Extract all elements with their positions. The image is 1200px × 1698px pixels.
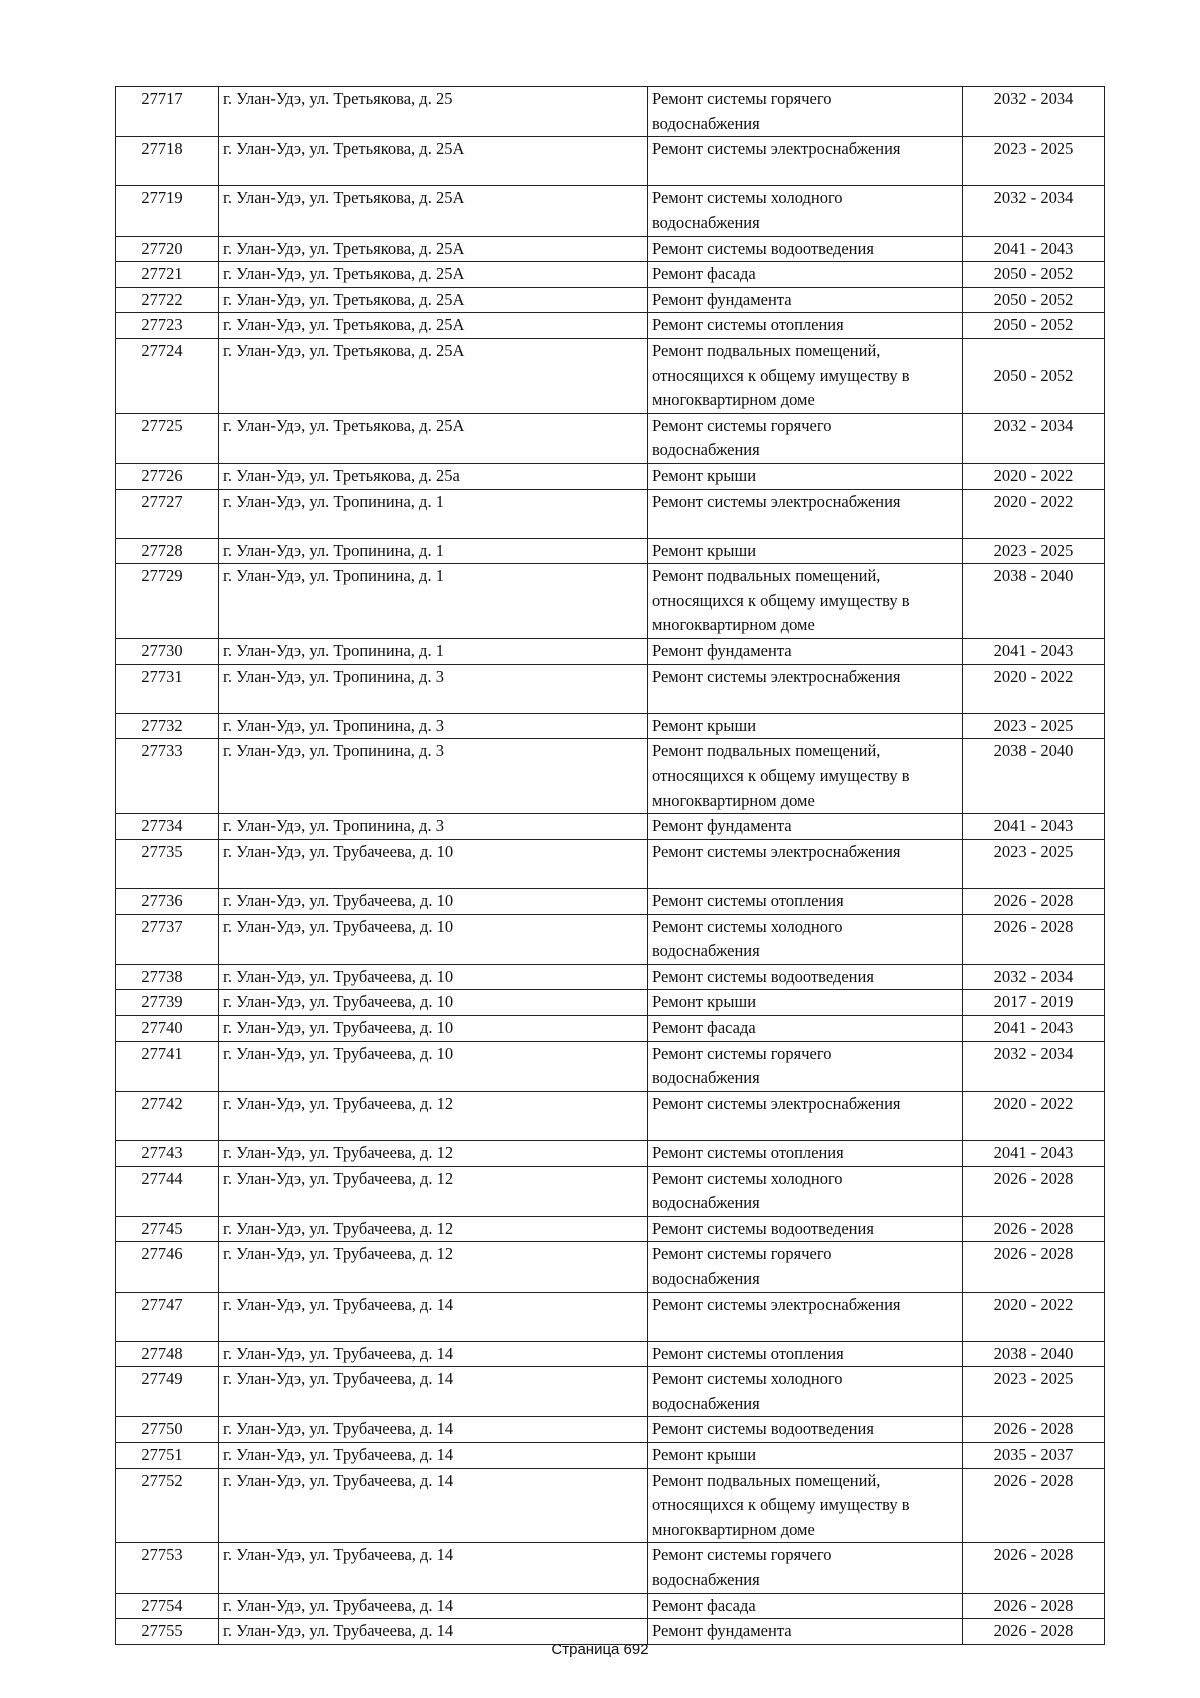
- cell-number: 27722: [116, 287, 219, 313]
- cell-number: 27735: [116, 839, 219, 888]
- cell-period: 2050 - 2052: [963, 262, 1105, 288]
- work-type-line: Ремонт фасада: [652, 1595, 756, 1615]
- cell-address: г. Улан-Удэ, ул. Третьякова, д. 25А: [219, 287, 648, 313]
- work-type-line: Ремонт крыши: [652, 540, 757, 560]
- cell-address: г. Улан-Удэ, ул. Трубачеева, д. 14: [219, 1417, 648, 1443]
- cell-period: 2032 - 2034: [963, 964, 1105, 990]
- cell-number: 27745: [116, 1216, 219, 1242]
- cell-number: 27739: [116, 990, 219, 1016]
- cell-period: 2020 - 2022: [963, 1292, 1105, 1341]
- cell-work-type: [648, 1041, 963, 1091]
- cell-period: 2023 - 2025: [963, 538, 1105, 564]
- cell-number: 27727: [116, 489, 219, 538]
- cell-period: 2026 - 2028: [963, 1216, 1105, 1242]
- cell-address: г. Улан-Удэ, ул. Тропинина, д. 1: [219, 538, 648, 564]
- table-row: [116, 1166, 1105, 1216]
- cell-work-type: [648, 1242, 963, 1292]
- cell-number: 27747: [116, 1292, 219, 1341]
- cell-period: 2050 - 2052: [963, 287, 1105, 313]
- cell-address: г. Улан-Удэ, ул. Тропинина, д. 3: [219, 664, 648, 713]
- work-type-line: водоснабжения: [652, 212, 760, 232]
- cell-work-type: [648, 914, 963, 964]
- table-row: [116, 1140, 1105, 1166]
- cell-period: 2038 - 2040: [963, 1341, 1105, 1367]
- table-row: [116, 1468, 1105, 1543]
- table-row: [116, 1341, 1105, 1367]
- cell-number: 27752: [116, 1468, 219, 1543]
- table-row: [116, 964, 1105, 990]
- work-type-line: многоквартирном доме: [652, 615, 815, 635]
- work-type-line: Ремонт системы отопления: [652, 891, 844, 910]
- cell-work-type: [648, 664, 963, 713]
- cell-period: 2026 - 2028: [963, 1593, 1105, 1619]
- work-type-line: Ремонт системы водоотведения: [652, 1419, 874, 1439]
- table-row: [116, 564, 1105, 639]
- work-type-line: Ремонт системы горячего: [652, 1244, 832, 1264]
- work-type-line: Ремонт крыши: [652, 465, 757, 485]
- cell-period: 2032 - 2034: [963, 413, 1105, 463]
- work-type-line: Ремонт системы водоотведения: [652, 966, 874, 986]
- work-type-line: Ремонт системы электроснабжения: [652, 139, 901, 159]
- table-row: [116, 839, 1105, 888]
- cell-number: 27733: [116, 739, 219, 814]
- cell-number: 27753: [116, 1543, 219, 1593]
- work-type-line: Ремонт системы электроснабжения: [652, 666, 901, 686]
- table-row: [116, 1242, 1105, 1292]
- work-type-line: относящихся к общему имуществу в: [652, 1495, 910, 1515]
- table-row: [116, 538, 1105, 564]
- work-type-line: Ремонт системы холодного: [652, 188, 843, 208]
- cell-work-type: [648, 839, 963, 888]
- cell-work-type: [648, 814, 963, 840]
- table-row: [116, 413, 1105, 463]
- cell-period: 2041 - 2043: [963, 236, 1105, 262]
- table-row: [116, 1041, 1105, 1091]
- cell-address: г. Улан-Удэ, ул. Трубачеева, д. 14: [219, 1341, 648, 1367]
- cell-number: 27724: [116, 338, 219, 413]
- work-type-line: многоквартирном доме: [652, 390, 815, 410]
- cell-address: г. Улан-Удэ, ул. Трубачеева, д. 10: [219, 914, 648, 964]
- cell-address: г. Улан-Удэ, ул. Трубачеева, д. 12: [219, 1216, 648, 1242]
- cell-period: 2041 - 2043: [963, 1015, 1105, 1041]
- cell-address: г. Улан-Удэ, ул. Тропинина, д. 3: [219, 814, 648, 840]
- cell-number: 27729: [116, 564, 219, 639]
- cell-number: 27731: [116, 664, 219, 713]
- cell-address: г. Улан-Удэ, ул. Трубачеева, д. 10: [219, 964, 648, 990]
- cell-number: 27723: [116, 313, 219, 339]
- work-type-line: относящихся к общему имуществу в: [652, 590, 910, 610]
- work-type-line: Ремонт системы холодного: [652, 1369, 843, 1389]
- work-type-line: Ремонт системы горячего: [652, 415, 832, 435]
- cell-address: г. Улан-Удэ, ул. Трубачеева, д. 14: [219, 1619, 648, 1645]
- work-type-line: Ремонт системы водоотведения: [652, 238, 874, 258]
- cell-work-type: [648, 186, 963, 236]
- repair-schedule-table: [115, 86, 1105, 1645]
- cell-address: г. Улан-Удэ, ул. Третьякова, д. 25А: [219, 262, 648, 288]
- cell-period: 2026 - 2028: [963, 1166, 1105, 1216]
- cell-address: г. Улан-Удэ, ул. Трубачеева, д. 12: [219, 1140, 648, 1166]
- cell-address: г. Улан-Удэ, ул. Трубачеева, д. 12: [219, 1166, 648, 1216]
- cell-number: 27755: [116, 1619, 219, 1645]
- cell-number: 27744: [116, 1166, 219, 1216]
- cell-period: 2023 - 2025: [963, 137, 1105, 186]
- work-type-line: Ремонт фундамента: [652, 641, 792, 661]
- table-row: [116, 814, 1105, 840]
- cell-address: г. Улан-Удэ, ул. Трубачеева, д. 10: [219, 839, 648, 888]
- work-type-line: относящихся к общему имуществу в: [652, 766, 910, 786]
- cell-period: 2023 - 2025: [963, 1367, 1105, 1417]
- cell-period: 2032 - 2034: [963, 186, 1105, 236]
- cell-address: г. Улан-Удэ, ул. Третьякова, д. 25А: [219, 186, 648, 236]
- cell-address: г. Улан-Удэ, ул. Тропинина, д. 3: [219, 713, 648, 739]
- cell-address: г. Улан-Удэ, ул. Тропинина, д. 1: [219, 489, 648, 538]
- work-type-line: Ремонт подвальных помещений,: [652, 566, 881, 586]
- cell-work-type: [648, 1015, 963, 1041]
- cell-work-type: [648, 1341, 963, 1367]
- cell-address: г. Улан-Удэ, ул. Трубачеева, д. 14: [219, 1593, 648, 1619]
- cell-period: 2026 - 2028: [963, 1543, 1105, 1593]
- table-row: [116, 287, 1105, 313]
- cell-period: 2020 - 2022: [963, 1091, 1105, 1140]
- cell-period: 2032 - 2034: [963, 87, 1105, 137]
- work-type-line: Ремонт крыши: [652, 992, 757, 1012]
- cell-number: 27749: [116, 1367, 219, 1417]
- cell-work-type: [648, 1367, 963, 1417]
- work-type-line: Ремонт системы холодного: [652, 916, 843, 936]
- table-body: [116, 87, 1105, 1645]
- table-row: [116, 262, 1105, 288]
- cell-address: г. Улан-Удэ, ул. Трубачеева, д. 14: [219, 1292, 648, 1341]
- cell-period: 2020 - 2022: [963, 489, 1105, 538]
- cell-address: г. Улан-Удэ, ул. Трубачеева, д. 12: [219, 1091, 648, 1140]
- work-type-line: Ремонт системы отопления: [652, 1142, 844, 1162]
- table-row: [116, 1367, 1105, 1417]
- cell-address: г. Улан-Удэ, ул. Трубачеева, д. 10: [219, 889, 648, 915]
- cell-address: г. Улан-Удэ, ул. Трубачеева, д. 14: [219, 1367, 648, 1417]
- cell-period: 2026 - 2028: [963, 1619, 1105, 1645]
- cell-address: г. Улан-Удэ, ул. Трубачеева, д. 14: [219, 1543, 648, 1593]
- table-row: [116, 1443, 1105, 1469]
- cell-number: 27718: [116, 137, 219, 186]
- cell-work-type: [648, 739, 963, 814]
- work-type-line: Ремонт системы электроснабжения: [652, 1294, 901, 1314]
- cell-address: г. Улан-Удэ, ул. Третьякова, д. 25А: [219, 236, 648, 262]
- work-type-line: относящихся к общему имуществу в: [652, 365, 910, 385]
- work-type-line: Ремонт фасада: [652, 1017, 756, 1037]
- cell-number: 27748: [116, 1341, 219, 1367]
- work-type-line: Ремонт системы горячего: [652, 1545, 832, 1565]
- table-row: [116, 313, 1105, 339]
- table-row: [116, 914, 1105, 964]
- table-row: [116, 338, 1105, 413]
- cell-number: 27743: [116, 1140, 219, 1166]
- cell-period: 2020 - 2022: [963, 463, 1105, 489]
- table-row: [116, 1216, 1105, 1242]
- cell-number: 27741: [116, 1041, 219, 1091]
- cell-period: 2017 - 2019: [963, 990, 1105, 1016]
- cell-address: г. Улан-Удэ, ул. Трубачеева, д. 14: [219, 1443, 648, 1469]
- cell-address: г. Улан-Удэ, ул. Третьякова, д. 25А: [219, 313, 648, 339]
- cell-period: 2050 - 2052: [963, 338, 1105, 413]
- table-row: [116, 1417, 1105, 1443]
- cell-number: 27737: [116, 914, 219, 964]
- work-type-line: многоквартирном доме: [652, 790, 815, 810]
- cell-period: 2041 - 2043: [963, 814, 1105, 840]
- work-type-line: Ремонт системы отопления: [652, 315, 844, 335]
- cell-period: 2032 - 2034: [963, 1041, 1105, 1091]
- cell-number: 27719: [116, 186, 219, 236]
- cell-address: г. Улан-Удэ, ул. Трубачеева, д. 10: [219, 990, 648, 1016]
- table-row: [116, 186, 1105, 236]
- table-row: [116, 1015, 1105, 1041]
- cell-number: 27734: [116, 814, 219, 840]
- cell-period: 2038 - 2040: [963, 739, 1105, 814]
- cell-number: 27738: [116, 964, 219, 990]
- cell-number: 27740: [116, 1015, 219, 1041]
- work-type-line: Ремонт системы горячего: [652, 1043, 832, 1063]
- cell-work-type: [648, 1593, 963, 1619]
- cell-work-type: [648, 538, 963, 564]
- cell-address: г. Улан-Удэ, ул. Третьякова, д. 25а: [219, 463, 648, 489]
- cell-work-type: [648, 489, 963, 538]
- cell-work-type: [648, 1091, 963, 1140]
- cell-work-type: [648, 137, 963, 186]
- work-type-line: Ремонт подвальных помещений,: [652, 1470, 881, 1490]
- work-type-line: Ремонт системы отопления: [652, 1343, 844, 1363]
- cell-number: 27746: [116, 1242, 219, 1292]
- cell-period: 2035 - 2037: [963, 1443, 1105, 1469]
- cell-work-type: [648, 262, 963, 288]
- cell-address: г. Улан-Удэ, ул. Третьякова, д. 25А: [219, 338, 648, 413]
- cell-work-type: [648, 639, 963, 665]
- cell-work-type: [648, 713, 963, 739]
- work-type-line: водоснабжения: [652, 1193, 760, 1213]
- cell-work-type: [648, 1417, 963, 1443]
- table-row: [116, 639, 1105, 665]
- table-row: [116, 1593, 1105, 1619]
- table-row: [116, 990, 1105, 1016]
- table-row: [116, 489, 1105, 538]
- cell-address: г. Улан-Удэ, ул. Третьякова, д. 25А: [219, 137, 648, 186]
- work-type-line: Ремонт фундамента: [652, 1621, 792, 1641]
- cell-period: 2026 - 2028: [963, 914, 1105, 964]
- cell-address: г. Улан-Удэ, ул. Тропинина, д. 1: [219, 564, 648, 639]
- cell-address: г. Улан-Удэ, ул. Тропинина, д. 1: [219, 639, 648, 665]
- cell-address: г. Улан-Удэ, ул. Трубачеева, д. 14: [219, 1468, 648, 1543]
- work-type-line: Ремонт системы электроснабжения: [652, 1093, 901, 1113]
- work-type-line: многоквартирном доме: [652, 1519, 815, 1539]
- table-row: [116, 463, 1105, 489]
- cell-period: 2026 - 2028: [963, 1417, 1105, 1443]
- work-type-line: водоснабжения: [652, 113, 760, 133]
- cell-work-type: [648, 889, 963, 915]
- cell-period: 2023 - 2025: [963, 839, 1105, 888]
- cell-address: г. Улан-Удэ, ул. Третьякова, д. 25: [219, 87, 648, 137]
- work-type-line: Ремонт крыши: [652, 1445, 757, 1465]
- cell-work-type: [648, 1543, 963, 1593]
- cell-number: 27754: [116, 1593, 219, 1619]
- work-type-line: водоснабжения: [652, 1068, 760, 1088]
- cell-address: г. Улан-Удэ, ул. Тропинина, д. 3: [219, 739, 648, 814]
- cell-work-type: [648, 1166, 963, 1216]
- cell-work-type: [648, 287, 963, 313]
- cell-work-type: [648, 964, 963, 990]
- table-row: [116, 1543, 1105, 1593]
- work-type-line: Ремонт системы электроснабжения: [652, 841, 901, 861]
- cell-period: 2026 - 2028: [963, 1468, 1105, 1543]
- work-type-line: Ремонт системы горячего: [652, 89, 832, 108]
- cell-period: 2041 - 2043: [963, 1140, 1105, 1166]
- cell-work-type: [648, 463, 963, 489]
- cell-number: 27726: [116, 463, 219, 489]
- work-type-line: Ремонт фундамента: [652, 289, 792, 309]
- cell-work-type: [648, 1468, 963, 1543]
- table-row: [116, 739, 1105, 814]
- cell-period: 2023 - 2025: [963, 713, 1105, 739]
- cell-work-type: [648, 87, 963, 137]
- table-row: [116, 87, 1105, 137]
- work-type-line: Ремонт системы холодного: [652, 1168, 843, 1188]
- cell-work-type: [648, 236, 963, 262]
- cell-work-type: [648, 1140, 963, 1166]
- cell-period: 2050 - 2052: [963, 313, 1105, 339]
- work-type-line: водоснабжения: [652, 941, 760, 961]
- cell-work-type: [648, 1443, 963, 1469]
- cell-number: 27720: [116, 236, 219, 262]
- work-type-line: водоснабжения: [652, 440, 760, 460]
- work-type-line: водоснабжения: [652, 1393, 760, 1413]
- table-row: [116, 713, 1105, 739]
- cell-address: г. Улан-Удэ, ул. Трубачеева, д. 10: [219, 1041, 648, 1091]
- work-type-line: водоснабжения: [652, 1570, 760, 1590]
- cell-work-type: [648, 413, 963, 463]
- cell-number: 27736: [116, 889, 219, 915]
- table-row: [116, 664, 1105, 713]
- table-row: [116, 889, 1105, 915]
- cell-period: 2026 - 2028: [963, 1242, 1105, 1292]
- table-row: [116, 1091, 1105, 1140]
- cell-period: 2041 - 2043: [963, 639, 1105, 665]
- cell-number: 27750: [116, 1417, 219, 1443]
- cell-address: г. Улан-Удэ, ул. Трубачеева, д. 10: [219, 1015, 648, 1041]
- cell-period: 2020 - 2022: [963, 664, 1105, 713]
- work-type-line: водоснабжения: [652, 1268, 760, 1288]
- work-type-line: Ремонт фасада: [652, 264, 756, 284]
- work-type-line: Ремонт системы водоотведения: [652, 1218, 874, 1238]
- cell-number: 27732: [116, 713, 219, 739]
- cell-number: 27725: [116, 413, 219, 463]
- cell-work-type: [648, 990, 963, 1016]
- table-row: [116, 137, 1105, 186]
- cell-number: 27728: [116, 538, 219, 564]
- cell-address: г. Улан-Удэ, ул. Трубачеева, д. 12: [219, 1242, 648, 1292]
- cell-work-type: [648, 313, 963, 339]
- cell-number: 27721: [116, 262, 219, 288]
- cell-number: 27742: [116, 1091, 219, 1140]
- cell-work-type: [648, 1216, 963, 1242]
- cell-number: 27717: [116, 87, 219, 137]
- cell-period: 2038 - 2040: [963, 564, 1105, 639]
- cell-work-type: [648, 564, 963, 639]
- cell-address: г. Улан-Удэ, ул. Третьякова, д. 25А: [219, 413, 648, 463]
- work-type-line: Ремонт фундамента: [652, 816, 792, 836]
- cell-number: 27730: [116, 639, 219, 665]
- work-type-line: Ремонт системы электроснабжения: [652, 491, 901, 511]
- cell-work-type: [648, 338, 963, 413]
- cell-number: 27751: [116, 1443, 219, 1469]
- cell-period: 2026 - 2028: [963, 889, 1105, 915]
- page-number: Страница 692: [551, 1641, 649, 1658]
- work-type-line: Ремонт крыши: [652, 715, 757, 735]
- work-type-line: Ремонт подвальных помещений,: [652, 340, 881, 360]
- cell-work-type: [648, 1292, 963, 1341]
- table-row: [116, 1292, 1105, 1341]
- work-type-line: Ремонт подвальных помещений,: [652, 741, 881, 761]
- table-row: [116, 236, 1105, 262]
